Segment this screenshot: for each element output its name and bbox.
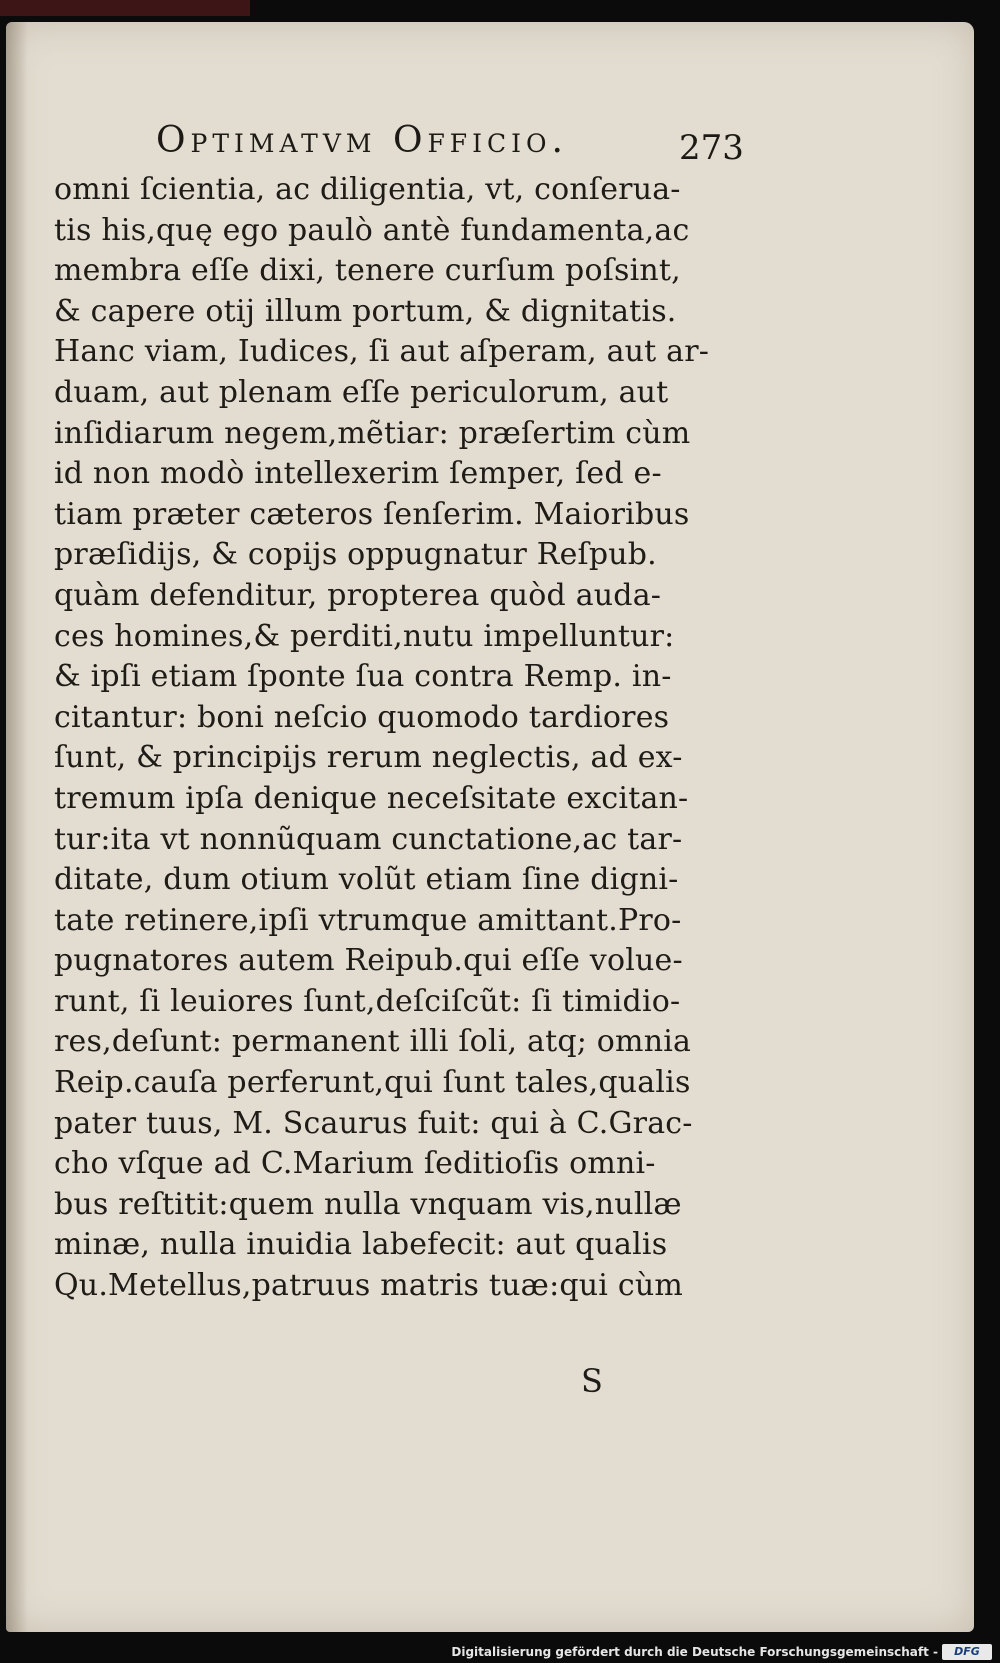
- text-line: quàm defenditur, propterea quòd auda-: [54, 577, 662, 613]
- color-strip: [0, 0, 250, 16]
- signature-mark: S: [581, 1362, 603, 1400]
- page-number: 273: [679, 128, 744, 168]
- text-line: minæ, nulla inuidia labefecit: aut qualis: [54, 1227, 668, 1263]
- text-line: ces homines,& perditi,nutu impelluntur:: [54, 618, 675, 654]
- text-line: cho vſque ad C.Marium ſeditioſis omni-: [54, 1146, 656, 1182]
- text-line: duam, aut plenam eſſe periculorum, aut: [54, 374, 669, 410]
- body-text: [54, 170, 744, 1307]
- text-line: & capere otij illum portum, & dignitatis.: [54, 293, 677, 329]
- text-line: Qu.Metellus,patruus matris tuæ:qui cùm: [54, 1268, 684, 1304]
- digitization-credit: Digitalisierung gefördert durch die Deutsche Forschungsgemeinschaft -: [451, 1645, 938, 1659]
- text-line: tur:ita vt nonnũquam cunctatione,ac tar-: [54, 821, 683, 857]
- text-line: inſidiarum negem,mẽtiar: præſertim cùm: [54, 415, 691, 451]
- book-page: [6, 22, 974, 1632]
- text-line: ditate, dum otium volũt etiam ſine digni-: [54, 862, 679, 898]
- text-line: pater tuus, M. Scaurus fuit: qui à C.Grac-: [54, 1105, 693, 1141]
- text-line: pugnatores autem Reipub.qui eſſe volue-: [54, 943, 683, 979]
- text-line: id non modò intellexerim ſemper, ſed e-: [54, 456, 662, 492]
- text-line: & ipſi etiam ſponte ſua contra Remp. in-: [54, 659, 672, 695]
- text-line: ſunt, & principijs rerum neglectis, ad ex-: [54, 740, 683, 776]
- text-line: præſidijs, & copijs oppugnatur Reſpub.: [54, 537, 657, 573]
- text-line: omni ſcientia, ac diligentia, vt, conſerua-: [54, 172, 681, 207]
- text-line: tis his,quę ego paulò antè fundamenta,ac: [54, 212, 690, 248]
- text-line: bus reſtitit:quem nulla vnquam vis,nullæ: [54, 1186, 682, 1222]
- text-line: tate retinere,ipſi vtrumque amittant.Pro-: [54, 902, 682, 938]
- text-line: membra eſſe dixi, tenere curſum poſsint,: [54, 253, 681, 289]
- running-head: Optimatvm Officio.: [156, 120, 568, 161]
- text-line: res,deſunt: permanent illi ſoli, atq; omnia: [54, 1024, 692, 1060]
- text-line: Hanc viam, Iudices, ſi aut aſperam, aut ar-: [54, 334, 710, 370]
- text-line: citantur: boni neſcio quomodo tardiores: [54, 699, 670, 735]
- text-line: runt, ſi leuiores ſunt,deſciſcũt: ſi timidio-: [54, 983, 681, 1019]
- dfg-logo: DFG: [942, 1644, 992, 1660]
- text-line: tremum ipſa denique neceſsitate excitan-: [54, 780, 689, 816]
- text-line: Reip.cauſa perferunt,qui ſunt tales,qualis: [54, 1065, 691, 1101]
- text-line: tiam præter cæteros ſenſerim. Maioribus: [54, 496, 690, 532]
